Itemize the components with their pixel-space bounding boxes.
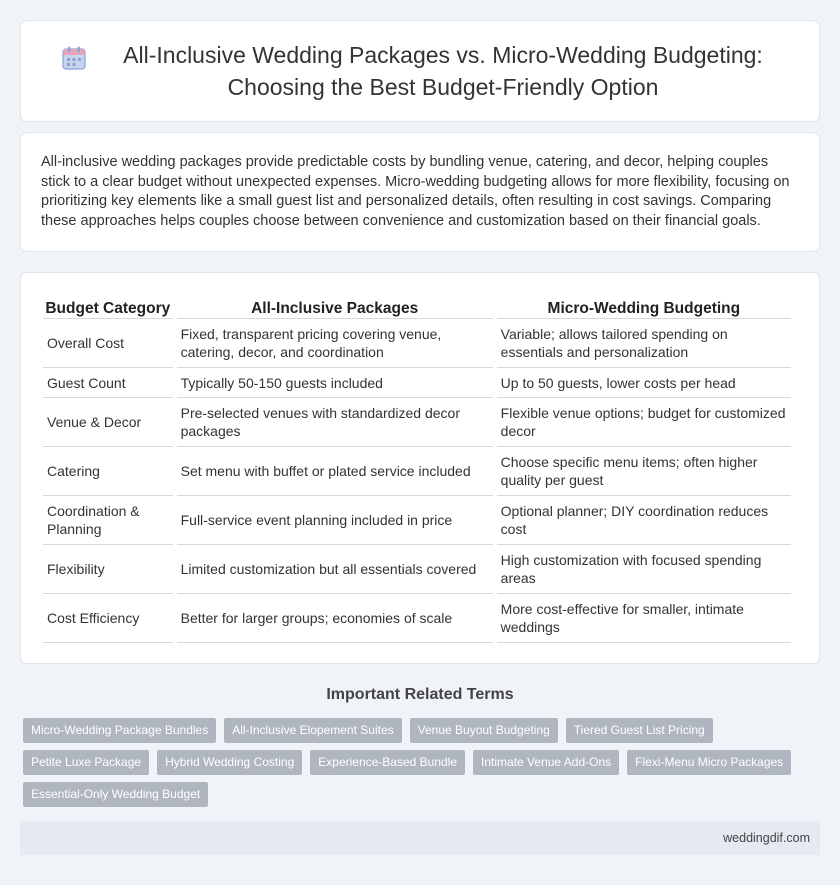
page-title: All-Inclusive Wedding Packages vs. Micro-Wedding Budgeting: Choosing the Best Budget-Friendly Option xyxy=(123,42,763,100)
footer xyxy=(20,821,820,855)
table-cell: Full-service event planning included in price xyxy=(177,496,493,545)
table-cell: Flexibility xyxy=(43,545,173,594)
table-cell: Guest Count xyxy=(43,368,173,398)
table-cell: High customization with focused spending areas xyxy=(497,545,791,594)
column-header: All-Inclusive Packages xyxy=(177,295,493,319)
table-cell: Limited customization but all essentials covered xyxy=(177,545,493,594)
related-term-tag[interactable]: Micro-Wedding Package Bundles xyxy=(23,718,216,743)
table-cell: Set menu with buffet or plated service included xyxy=(177,447,493,496)
intro-paragraph: All-inclusive wedding packages provide predictable costs by bundling venue, catering, and decor, helping couples stick to a clear budget without unexpected expenses. Micro-wedding budgeting allows for more flexibility, focusing on prioritizing key elements like a small guest list and personalized details, often resulting in cost savings. Comparing these approaches helps couples choose between convenience and customization based on their financial goals. xyxy=(41,154,790,229)
related-term-tag[interactable]: Essential-Only Wedding Budget xyxy=(23,782,208,807)
table-cell: Up to 50 guests, lower costs per head xyxy=(497,368,791,398)
table-header-row xyxy=(43,295,791,319)
table-row xyxy=(43,319,791,368)
related-term-tag[interactable]: Flexi-Menu Micro Packages xyxy=(627,750,791,775)
table-cell: Catering xyxy=(43,447,173,496)
related-term-tag[interactable]: All-Inclusive Elopement Suites xyxy=(224,718,401,743)
calendar-icon xyxy=(61,45,87,71)
table-cell: More cost-effective for smaller, intimate weddings xyxy=(497,594,791,643)
related-terms-heading: Important Related Terms xyxy=(326,686,514,703)
table-cell: Variable; allows tailored spending on essentials and personalization xyxy=(497,319,791,368)
comparison-table xyxy=(39,295,795,643)
table-cell: Venue & Decor xyxy=(43,398,173,447)
column-header: Budget Category xyxy=(43,295,173,319)
comparison-table-card xyxy=(20,272,820,664)
table-cell: Flexible venue options; budget for customized decor xyxy=(497,398,791,447)
table-cell: Optional planner; DIY coordination reduces cost xyxy=(497,496,791,545)
related-term-tag[interactable]: Hybrid Wedding Costing xyxy=(157,750,302,775)
related-term-tag[interactable]: Tiered Guest List Pricing xyxy=(566,718,713,743)
table-row xyxy=(43,594,791,643)
table-row xyxy=(43,368,791,398)
table-cell: Pre-selected venues with standardized decor packages xyxy=(177,398,493,447)
related-term-tag[interactable]: Intimate Venue Add-Ons xyxy=(473,750,619,775)
related-term-tag[interactable]: Petite Luxe Package xyxy=(23,750,149,775)
table-cell: Coordination & Planning xyxy=(43,496,173,545)
table-row xyxy=(43,398,791,447)
related-term-tag[interactable]: Experience-Based Bundle xyxy=(310,750,465,775)
table-cell: Overall Cost xyxy=(43,319,173,368)
table-cell: Typically 50-150 guests included xyxy=(177,368,493,398)
table-row xyxy=(43,496,791,545)
title-wrap xyxy=(21,39,819,103)
related-terms-tags xyxy=(23,718,813,814)
table-cell: Better for larger groups; economies of scale xyxy=(177,594,493,643)
title-card xyxy=(20,20,820,122)
table-cell: Choose specific menu items; often higher quality per guest xyxy=(497,447,791,496)
table-row xyxy=(43,447,791,496)
table-cell: Cost Efficiency xyxy=(43,594,173,643)
table-row xyxy=(43,545,791,594)
table-cell: Fixed, transparent pricing covering venue, catering, decor, and coordination xyxy=(177,319,493,368)
column-header: Micro-Wedding Budgeting xyxy=(497,295,791,319)
footer-site-link[interactable]: weddingdif.com xyxy=(723,831,810,845)
intro-card xyxy=(20,132,820,252)
related-term-tag[interactable]: Venue Buyout Budgeting xyxy=(410,718,558,743)
